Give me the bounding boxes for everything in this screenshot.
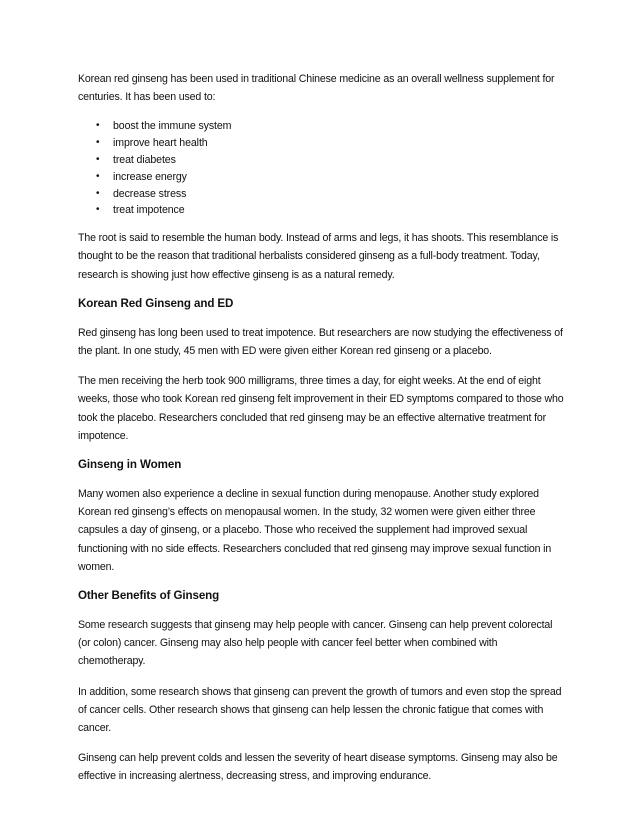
list-item-text: increase energy — [113, 170, 187, 183]
intro-paragraph: Korean red ginseng has been used in traditional Chinese medicine as an overall wellness supplement for centuries. It has been used to: — [78, 73, 555, 104]
bullet-icon: • — [96, 170, 100, 182]
list-item — [96, 169, 566, 186]
section-heading: Korean Red Ginseng and ED — [78, 296, 234, 310]
list-item — [96, 118, 566, 135]
list-item-text: boost the immune system — [113, 120, 232, 133]
bullet-icon: • — [96, 120, 100, 132]
section-paragraph: Some research suggests that ginseng may help people with cancer. Ginseng can help prevent colorectal (or colon) cancer. Ginseng may also help people with cancer feel better when combined with chemotherapy. — [78, 619, 553, 668]
list-item — [96, 186, 566, 203]
section-paragraph: Red ginseng has long been used to treat impotence. But researchers are now studying the effectiveness of the plant. In one study, 45 men with ED were given either Korean red ginseng or a placebo. — [78, 326, 563, 357]
section-ginseng-in-women — [78, 457, 566, 576]
section-paragraph: Ginseng can help prevent colds and lessen the severity of heart disease symptoms. Ginseng may also be effective in increasing alertness, decreasing stress, and improving endurance. — [78, 752, 558, 783]
bullet-icon: • — [96, 187, 100, 199]
list-item — [96, 202, 566, 219]
bullet-icon: • — [96, 204, 100, 216]
section-paragraph: In addition, some research shows that ginseng can prevent the growth of tumors and even stop the spread of cancer cells. Other research shows that ginseng can help lessen the chronic fatigue that comes with cancer. — [78, 685, 562, 735]
bullet-icon: • — [96, 137, 100, 149]
list-item-text: treat impotence — [113, 204, 185, 217]
list-item — [96, 152, 566, 169]
list-item — [96, 135, 566, 152]
bullet-icon: • — [96, 154, 100, 165]
section-paragraph: Many women also experience a decline in sexual function during menopause. Another study explored Korean red ginseng’s effects on menopausal women. In the study, 32 women were given either three capsules a day of ginseng, or a placebo. Those who received the supplement had improved sexual functioning with no side effects. Researchers concluded that red ginseng may improve sexual function in women. — [78, 488, 552, 573]
section-paragraph: The men receiving the herb took 900 milligrams, three times a day, for eight weeks. At the end of eight weeks, those who took Korean red ginseng felt improvement in their ED symptoms compared to those who took the placebo. Researchers concluded that red ginseng may be an effective alternative treatment for impotence. — [78, 375, 564, 442]
section-heading: Ginseng in Women — [78, 458, 182, 472]
root-paragraph: The root is said to resemble the human body. Instead of arms and legs, it has shoots. This resemblance is thought to be the reason that traditional herbalists considered ginseng as a full-body treatment. Today, research is showing just how effective ginseng is as a natural remedy. — [78, 232, 559, 281]
list-item-text: improve heart health — [113, 137, 208, 150]
list-item-text: treat diabetes — [113, 154, 176, 166]
section-other-benefits-of-ginseng — [78, 588, 566, 786]
section-heading: Other Benefits of Ginseng — [78, 589, 220, 603]
uses-list — [78, 118, 566, 219]
list-item-text: decrease stress — [113, 187, 187, 200]
section-korean-red-ginseng-and-ed — [78, 296, 566, 445]
